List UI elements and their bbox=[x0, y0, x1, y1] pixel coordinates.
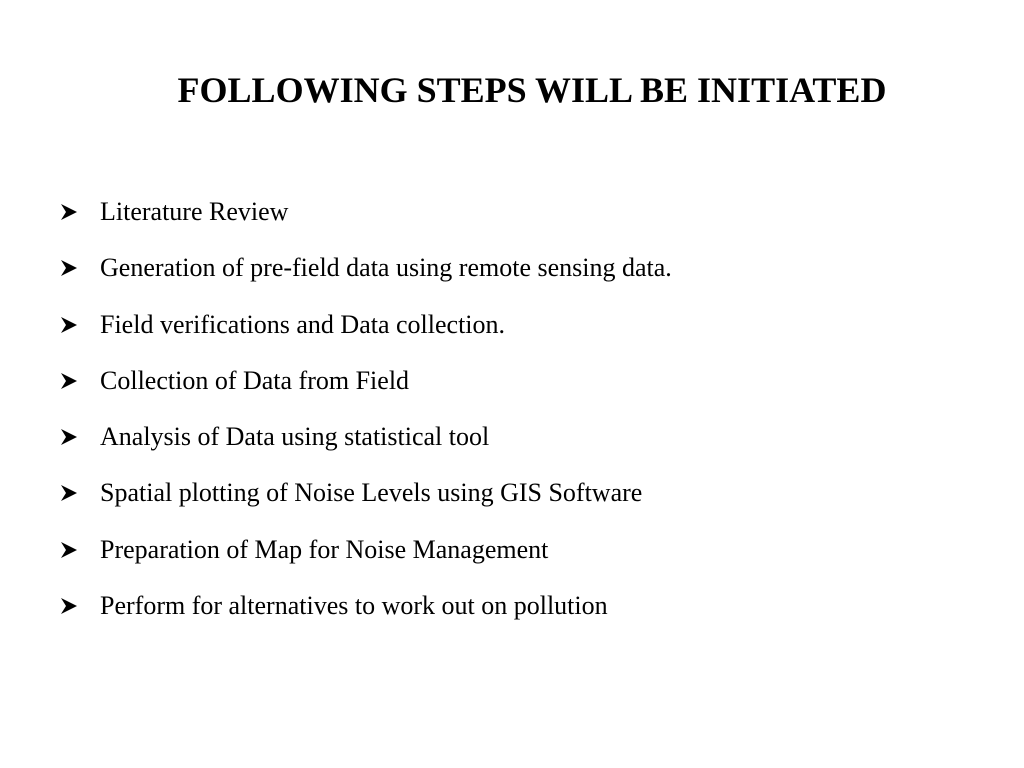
bullet-text: Preparation of Map for Noise Management bbox=[100, 534, 549, 564]
bullet-item bbox=[60, 471, 672, 527]
bullet-text: Collection of Data from Field bbox=[100, 365, 410, 395]
slide-title: FOLLOWING STEPS WILL BE INITIATED bbox=[177, 70, 887, 110]
arrowhead-bullet-icon bbox=[60, 415, 100, 459]
bullet-text: Generation of pre-field data using remote sensing data. bbox=[100, 253, 672, 283]
arrowhead-bullet-icon bbox=[60, 190, 100, 234]
bullet-list bbox=[60, 190, 672, 640]
arrowhead-bullet-icon bbox=[60, 359, 100, 403]
bullet-text: Spatial plotting of Noise Levels using GIS Software bbox=[100, 478, 643, 508]
bullet-item bbox=[60, 415, 672, 471]
bullet-text: Perform for alternatives to work out on pollution bbox=[100, 591, 608, 621]
arrowhead-bullet-icon bbox=[60, 471, 100, 515]
bullet-text: Field verifications and Data collection. bbox=[100, 309, 506, 339]
arrowhead-bullet-icon bbox=[60, 584, 100, 628]
bullet-item bbox=[60, 303, 672, 359]
arrowhead-bullet-icon bbox=[60, 528, 100, 572]
bullet-item bbox=[60, 359, 672, 415]
bullet-item bbox=[60, 246, 672, 302]
bullet-item bbox=[60, 190, 672, 246]
arrowhead-bullet-icon bbox=[60, 303, 100, 347]
bullet-item bbox=[60, 584, 672, 640]
bullet-text: Literature Review bbox=[100, 197, 289, 226]
bullet-text: Analysis of Data using statistical tool bbox=[100, 422, 490, 452]
bullet-item bbox=[60, 528, 672, 584]
arrowhead-bullet-icon bbox=[60, 246, 100, 290]
